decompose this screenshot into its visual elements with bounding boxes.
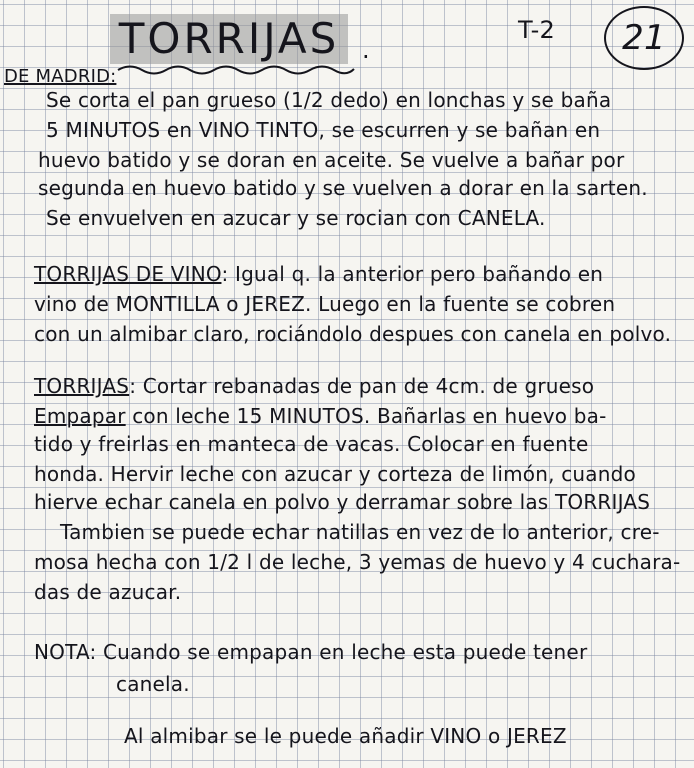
- vino-heading: TORRIJAS DE VINO: [34, 262, 222, 286]
- madrid-heading: DE MADRID:: [4, 66, 117, 87]
- madrid-line: Se corta el pan grueso (1/2 dedo) en lonchas y se baña: [46, 88, 612, 112]
- title-underline-squiggle: [116, 62, 356, 76]
- madrid-line: huevo batido y se doran en aceite. Se vuelve a bañar por: [38, 148, 625, 172]
- torrijas-line: tido y freirlas en manteca de vacas. Colocar en fuente: [34, 432, 589, 456]
- torrijas-line: das de azucar.: [34, 580, 182, 604]
- torrijas-first-line: Cortar rebanadas de pan de 4cm. de grueso: [142, 374, 595, 398]
- torrijas-colon: :: [129, 374, 137, 398]
- vino-line: con un almibar claro, rociándolo despues con canela en polvo.: [34, 322, 672, 346]
- madrid-line: 5 MINUTOS en VINO TINTO, se escurren y se bañan en: [46, 118, 601, 142]
- nota-label: NOTA:: [34, 640, 97, 664]
- torrijas-heading: TORRIJAS: [34, 374, 130, 398]
- torrijas-line: Tambien se puede echar natillas en vez de lo anterior, cre-: [60, 520, 660, 544]
- vino-colon: :: [221, 262, 229, 286]
- madrid-line: segunda en huevo batido y se vuelven a dorar en la sarten.: [38, 176, 648, 200]
- page-title: TORRIJAS: [110, 14, 348, 64]
- empapar-word: Empapar: [34, 404, 126, 428]
- torrijas-first-row: [34, 374, 594, 398]
- nota-row: [34, 640, 587, 664]
- torrijas-line: hierve echar canela en polvo y derramar sobre las TORRIJAS: [34, 490, 651, 514]
- torrijas-line: mosa hecha con 1/2 l de leche, 3 yemas de huevo y 4 cuchara-: [34, 550, 681, 574]
- madrid-line: Se envuelven en azucar y se rocian con CANELA.: [46, 206, 546, 230]
- nota-line: Cuando se empapan en leche esta puede tener: [103, 640, 588, 664]
- vino-line: Igual q. la anterior pero bañando en: [234, 262, 604, 286]
- title-dot: .: [362, 36, 370, 64]
- nota-line: canela.: [116, 672, 190, 696]
- page-number-circled: 21: [604, 6, 684, 70]
- torrijas-second-line: con leche 15 MINUTOS. Bañarlas en huevo ba-: [132, 404, 607, 428]
- vino-line: vino de MONTILLA o JEREZ. Luego en la fuente se cobren: [34, 292, 616, 316]
- torrijas-second-row: [34, 404, 607, 428]
- footer-line: Al almibar se le puede añadir VINO o JEREZ: [124, 724, 567, 748]
- page-reference: T-2: [518, 16, 555, 44]
- torrijas-line: honda. Hervir leche con azucar y corteza de limón, cuando: [34, 462, 636, 486]
- vino-first-row: [34, 262, 603, 286]
